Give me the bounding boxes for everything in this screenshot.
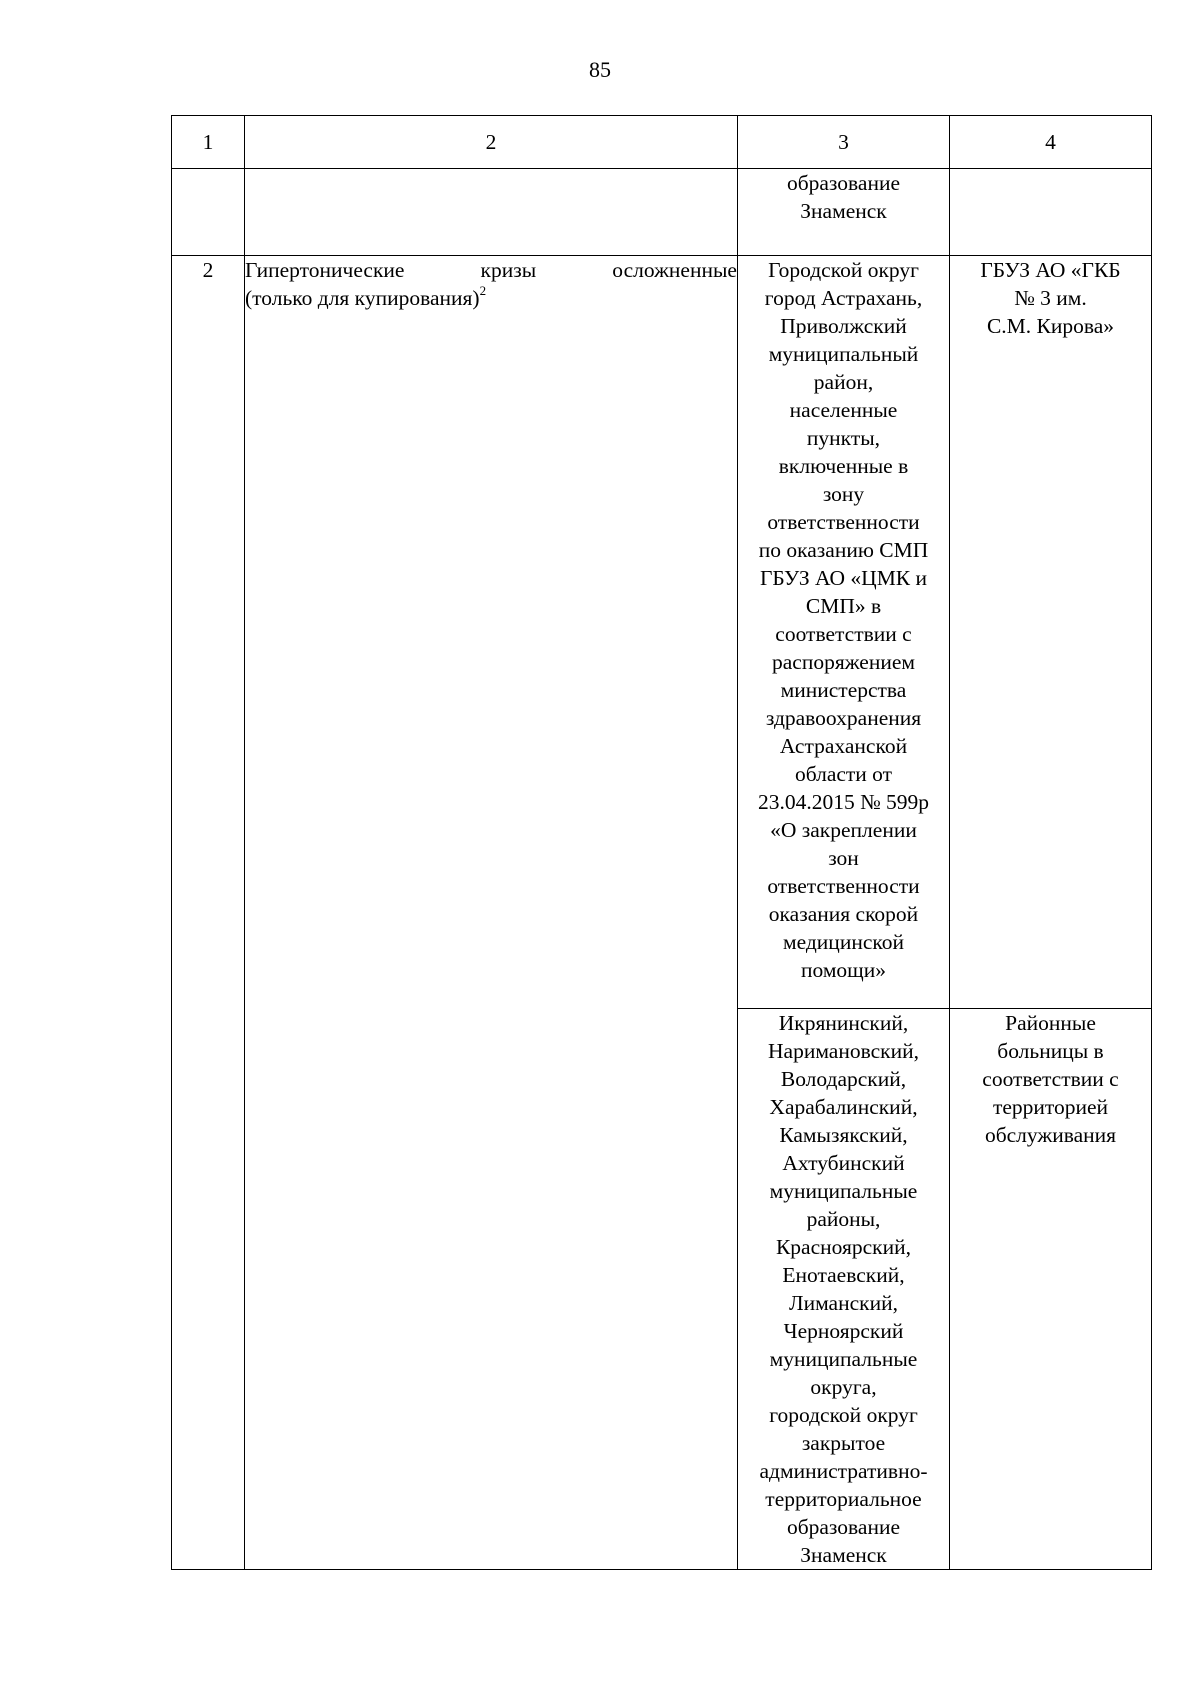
text-line: район, [813, 370, 874, 394]
text-line: Черноярский [783, 1319, 904, 1343]
text-line: ГБУЗ АО «ЦМК и [759, 566, 928, 590]
text-line: Городской округ [768, 258, 919, 282]
continuation-row [172, 169, 1152, 256]
text-line: территорией [992, 1095, 1109, 1119]
text-line: СМП» в [805, 594, 882, 618]
text-line: Ахтубинский [782, 1151, 905, 1175]
text-line: закрытое [801, 1431, 886, 1455]
header-cell-4: 4 [950, 116, 1152, 169]
footnote-marker: 2 [479, 282, 487, 298]
text-line: Астраханской [779, 734, 908, 758]
text-line: ГБУЗ АО «ГКБ [980, 258, 1121, 282]
text-line: Районные [1005, 1011, 1096, 1035]
condition-word: кризы [480, 258, 537, 282]
text-line: распоряжением [771, 650, 915, 674]
text-line: зон [828, 846, 859, 870]
text-line: здравоохранения [765, 706, 922, 730]
text-line: образование [786, 1515, 901, 1539]
text-line: административно- [759, 1459, 928, 1483]
row-number-cell: 2 [172, 256, 245, 1570]
text-line: зону [822, 482, 865, 506]
header-cell-2: 2 [245, 116, 738, 169]
text-line: Приволжский [780, 314, 907, 338]
text-line: Наримановский, [768, 1039, 919, 1063]
text-line: С.М. Кирова» [986, 314, 1115, 338]
text-line: помощи» [800, 958, 886, 982]
text-line: ответственности [767, 510, 920, 534]
text-line: образование [786, 171, 901, 195]
text-line: населенные [789, 398, 898, 422]
header-cell-3: 3 [738, 116, 950, 169]
territory-cell-a [738, 256, 950, 1009]
text-line: Камызякский, [779, 1123, 908, 1147]
text-line: пункты, [806, 426, 881, 450]
text-line: ответственности [767, 874, 920, 898]
condition-qualifier: (только для купирования) [245, 286, 480, 310]
text-line: медицинской [783, 930, 904, 954]
text-line: министерства [780, 678, 907, 702]
text-line: Харабалинский, [769, 1095, 918, 1119]
text-line: город Астрахань, [764, 286, 923, 310]
text-line: оказания скорой [768, 902, 919, 926]
text-line: больницы в [997, 1039, 1104, 1063]
text-line: области от [794, 762, 893, 786]
organization-cell-b [950, 1009, 1152, 1570]
text-line: соответствии с [982, 1067, 1119, 1091]
organization-cell-a [950, 256, 1152, 1009]
condition-name-line1 [245, 256, 737, 284]
continuation-number-cell [172, 169, 245, 256]
table-row [172, 256, 1152, 1009]
text-line: соответствии с [775, 622, 912, 646]
text-line: Красноярский, [775, 1235, 912, 1259]
table-header-row [172, 116, 1152, 169]
text-line: 23.04.2015 № 599р [757, 790, 929, 814]
text-line: Знаменск [800, 199, 887, 223]
text-line: № 3 им. [1014, 286, 1087, 310]
text-line: территориальное [765, 1487, 922, 1511]
condition-word: Гипертонические [245, 258, 405, 282]
text-line: Володарский, [780, 1067, 907, 1091]
condition-name-line2 [245, 284, 737, 312]
text-line: городской округ [769, 1403, 918, 1427]
text-line: муниципальные [769, 1347, 918, 1371]
text-line: районы, [806, 1207, 881, 1231]
territory-cell-b [738, 1009, 950, 1570]
text-line: Лиманский, [789, 1291, 898, 1315]
text-line: обслуживания [984, 1123, 1117, 1147]
text-line: муниципальные [769, 1179, 918, 1203]
continuation-name-cell [245, 169, 738, 256]
text-line: Енотаевский, [782, 1263, 905, 1287]
text-line: Знаменск [800, 1543, 887, 1567]
continuation-org-cell [950, 169, 1152, 256]
condition-word: осложненные [612, 258, 737, 282]
text-line: Икрянинский, [778, 1011, 909, 1035]
text-line: по оказанию СМП [758, 538, 929, 562]
text-line: «О закреплении [770, 818, 917, 842]
text-line: округа, [810, 1375, 877, 1399]
text-line: включенные в [778, 454, 909, 478]
text-line: муниципальный [768, 342, 919, 366]
medical-routing-table [171, 115, 1152, 1570]
page-number: 85 [589, 57, 611, 82]
continuation-territory-cell [738, 169, 950, 256]
condition-name-cell [245, 256, 738, 1570]
header-cell-1: 1 [172, 116, 245, 169]
